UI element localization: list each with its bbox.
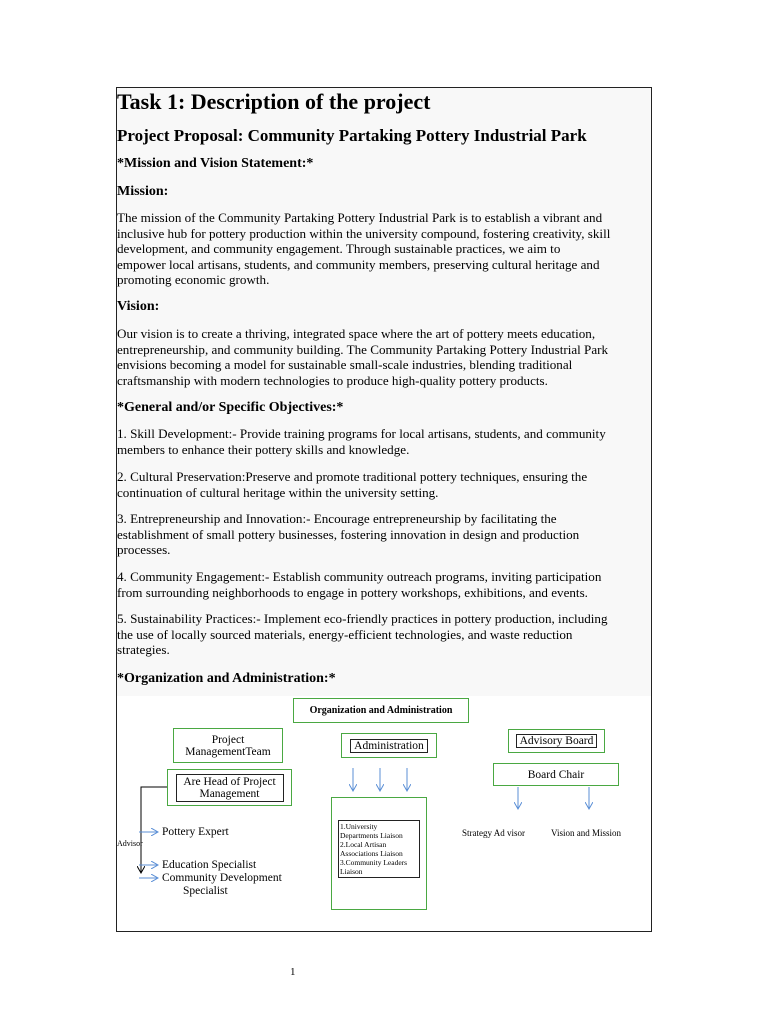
text-line: continuation of cultural heritage within the university setting. bbox=[117, 484, 439, 500]
objectives-heading: *General and/or Specific Objectives:* bbox=[117, 400, 344, 415]
vision-mission-label: Vision and Mission bbox=[551, 828, 621, 838]
objective-5 bbox=[117, 611, 651, 658]
advisory-board-box bbox=[508, 729, 605, 753]
specialist-label: Specialist bbox=[183, 885, 228, 897]
mission-heading: Mission: bbox=[117, 184, 169, 199]
list-item: Liaison bbox=[340, 867, 363, 876]
text-line: establishment of small pottery businesses, fostering innovation in design and production bbox=[117, 526, 580, 542]
text-line: the use of locally sourced materials, energy-efficient technologies, and waste reduction bbox=[117, 626, 573, 642]
document-frame bbox=[116, 87, 652, 932]
org-heading: *Organization and Administration:* bbox=[117, 671, 336, 686]
text-line: Our vision is to create a thriving, integrated space where the art of pottery meets education, bbox=[117, 326, 596, 341]
text-line: 2. Cultural Preservation:Preserve and promote traditional pottery techniques, ensuring the bbox=[117, 469, 588, 484]
list-item: 2.Local Artisan bbox=[340, 840, 387, 849]
project-team-box bbox=[173, 728, 283, 763]
head-box bbox=[167, 769, 292, 806]
administration-box bbox=[341, 733, 437, 758]
strategy-advisor-label: Strategy Ad visor bbox=[462, 828, 525, 838]
text-line: members to enhance their pottery skills and knowledge. bbox=[117, 441, 410, 457]
text-line: empower local artisans, students, and community members, preserving cultural heritage and bbox=[117, 256, 600, 272]
objective-3 bbox=[117, 511, 651, 558]
text-line: envisions becoming a model for sustainable small-scale industries, blending traditional bbox=[117, 357, 573, 373]
community-dev-label: Community Development bbox=[162, 872, 282, 884]
advisor-label: Advisor bbox=[117, 839, 143, 848]
project-team-label: Project ManagementTeam bbox=[185, 733, 271, 758]
vision-heading: Vision: bbox=[117, 299, 160, 314]
board-chair-box bbox=[493, 763, 619, 786]
list-item: Departments Liaison bbox=[340, 831, 403, 840]
objective-4 bbox=[117, 569, 651, 600]
chart-title-box bbox=[293, 698, 469, 723]
administration-label: Administration bbox=[350, 739, 428, 753]
list-item: 1.University bbox=[340, 822, 378, 831]
vision-paragraph bbox=[117, 326, 651, 388]
text-line: 3. Entrepreneurship and Innovation:- Encourage entrepreneurship by facilitating the bbox=[117, 511, 557, 526]
pottery-expert-label: Pottery Expert bbox=[162, 826, 229, 838]
mission-paragraph bbox=[117, 210, 651, 288]
text-line: craftsmanship with modern technologies to produce high-quality pottery products. bbox=[117, 372, 548, 388]
liaison-list bbox=[338, 820, 420, 878]
list-item: Associations Liaison bbox=[340, 849, 403, 858]
text-line: 1. Skill Development:- Provide training programs for local artisans, students, and community bbox=[117, 426, 606, 441]
text-line: promoting economic growth. bbox=[117, 272, 270, 288]
text-line: The mission of the Community Partaking Pottery Industrial Park is to establish a vibrant and bbox=[117, 210, 603, 225]
list-item: 3.Community Leaders bbox=[340, 858, 408, 867]
education-specialist-label: Education Specialist bbox=[162, 859, 257, 871]
objective-1 bbox=[117, 426, 651, 457]
page-subtitle: Project Proposal: Community Partaking Pottery Industrial Park bbox=[117, 126, 587, 145]
text-line: inclusive hub for pottery production within the university compound, fostering creativity, skill bbox=[117, 225, 611, 241]
advisory-board-label: Advisory Board bbox=[516, 734, 598, 748]
page-number: 1 bbox=[290, 966, 296, 978]
text-line: processes. bbox=[117, 542, 171, 558]
objective-2 bbox=[117, 469, 651, 500]
text-line: strategies. bbox=[117, 642, 170, 658]
head-label: Are Head of Project Management bbox=[176, 774, 284, 802]
board-chair-label: Board Chair bbox=[527, 768, 585, 781]
text-line: development, and community engagement. Through sustainable practices, we aim to bbox=[117, 241, 561, 257]
chart-title: Organization and Administration bbox=[309, 705, 453, 716]
text-line: entrepreneurship, and community building. The Community Partaking Pottery Industrial Park bbox=[117, 341, 609, 357]
page-title: Task 1: Description of the project bbox=[117, 89, 431, 114]
mission-vision-heading: *Mission and Vision Statement:* bbox=[117, 156, 314, 171]
text-line: 4. Community Engagement:- Establish community outreach programs, inviting participation bbox=[117, 569, 602, 584]
text-line: 5. Sustainability Practices:- Implement eco-friendly practices in pottery production, including bbox=[117, 611, 608, 626]
text-line: from surrounding neighborhoods to engage in pottery workshops, exhibitions, and events. bbox=[117, 584, 588, 600]
liaison-box bbox=[331, 797, 427, 910]
org-chart bbox=[117, 696, 651, 931]
